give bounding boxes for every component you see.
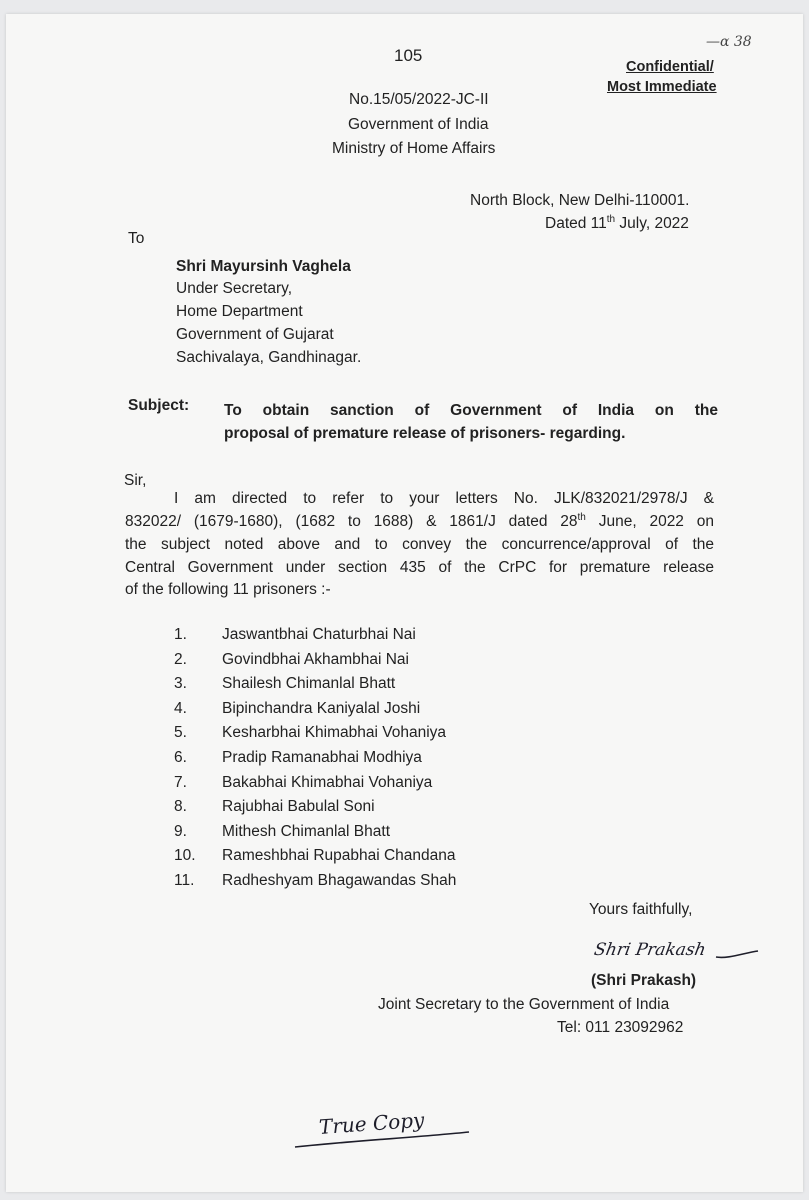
recipient-line: Under Secretary, xyxy=(176,280,293,297)
recipient-line: Home Department xyxy=(176,303,303,320)
list-item-number: 5. xyxy=(174,724,187,741)
file-number: No.15/05/2022-JC-II xyxy=(349,91,489,108)
list-item-name: Radheshyam Bhagawandas Shah xyxy=(222,872,457,889)
body-line-1 xyxy=(174,488,714,510)
list-item-name: Jaswantbhai Chaturbhai Nai xyxy=(222,626,416,643)
list-item-number: 8. xyxy=(174,798,187,815)
recipient-line: Sachivalaya, Gandhinagar. xyxy=(176,349,362,366)
place: North Block, New Delhi-110001. xyxy=(470,192,690,209)
list-item-name: Shailesh Chimanlal Bhatt xyxy=(222,675,396,692)
list-item-number: 11. xyxy=(174,872,195,889)
date xyxy=(545,214,689,234)
subject-line-2: proposal of premature release of prisoners- regarding. xyxy=(224,425,626,442)
body-text: June, 2022 on xyxy=(585,513,714,530)
to-label: To xyxy=(128,230,145,247)
subject-text-1: To obtain sanction of Government of India on the xyxy=(224,402,718,419)
signatory-name: (Shri Prakash) xyxy=(591,972,697,989)
body-text: the subject noted above and to convey the concurrence/approval of the xyxy=(125,536,714,553)
list-item-name: Kesharbhai Khimabhai Vohaniya xyxy=(222,724,447,741)
date-prefix: Dated 11 xyxy=(545,215,607,232)
list-item-number: 7. xyxy=(174,774,187,791)
list-item-name: Mithesh Chimanlal Bhatt xyxy=(222,823,390,840)
government-name: Government of India xyxy=(348,116,489,133)
date-sup: th xyxy=(606,213,616,225)
list-item-number: 4. xyxy=(174,700,187,717)
letter-page xyxy=(6,14,803,1192)
list-item-number: 9. xyxy=(174,823,187,840)
signature-text: Shri Prakash xyxy=(592,940,708,960)
list-item-name: Bakabhai Khimabhai Vohaniya xyxy=(222,774,433,791)
body-line-2 xyxy=(125,511,714,533)
list-item-name: Bipinchandra Kaniyalal Joshi xyxy=(222,700,421,717)
salutation: Sir, xyxy=(124,472,147,489)
body-text: 832022/ (1679-1680), (1682 to 1688) & 1861/J dated 28 xyxy=(125,513,578,530)
body-sup: th xyxy=(577,511,586,523)
page-number: 105 xyxy=(394,46,423,65)
subject-label: Subject: xyxy=(128,397,190,414)
signatory-telephone: Tel: 011 23092962 xyxy=(557,1019,684,1036)
signatory-designation: Joint Secretary to the Government of India xyxy=(378,996,670,1013)
recipient-line: Government of Gujarat xyxy=(176,326,334,343)
list-item-name: Pradip Ramanabhai Modhiya xyxy=(222,749,422,766)
list-item-name: Rajubhai Babulal Soni xyxy=(222,798,375,815)
recipient-name: Shri Mayursinh Vaghela xyxy=(176,258,351,275)
true-copy-text: True Copy xyxy=(318,1107,426,1139)
subject-line-1 xyxy=(224,400,718,422)
body-text: Central Government under section 435 of the CrPC for premature release xyxy=(125,559,714,576)
list-item-number: 2. xyxy=(174,651,187,668)
list-item-name: Rameshbhai Rupabhai Chandana xyxy=(222,847,456,864)
body-line-3 xyxy=(125,534,714,556)
list-item-number: 3. xyxy=(174,675,187,692)
body-line-5: of the following 11 prisoners :- xyxy=(125,581,331,598)
list-item-number: 10. xyxy=(174,847,196,864)
body-line-4 xyxy=(125,557,714,579)
corner-handwritten-mark: —α 38 xyxy=(706,34,752,50)
valediction: Yours faithfully, xyxy=(589,901,693,918)
list-item-name: Govindbhai Akhambhai Nai xyxy=(222,651,409,668)
list-item-number: 6. xyxy=(174,749,187,766)
date-suffix: July, 2022 xyxy=(615,215,689,232)
body-text: I am directed to refer to your letters No. JLK/832021/2978/J & xyxy=(174,490,714,507)
true-copy-stamp xyxy=(291,1099,491,1154)
classification-most-immediate: Most Immediate xyxy=(607,79,717,95)
signature xyxy=(592,929,776,969)
ministry-name: Ministry of Home Affairs xyxy=(332,140,496,157)
list-item-number: 1. xyxy=(174,626,187,643)
classification-confidential: Confidential/ xyxy=(626,59,714,75)
